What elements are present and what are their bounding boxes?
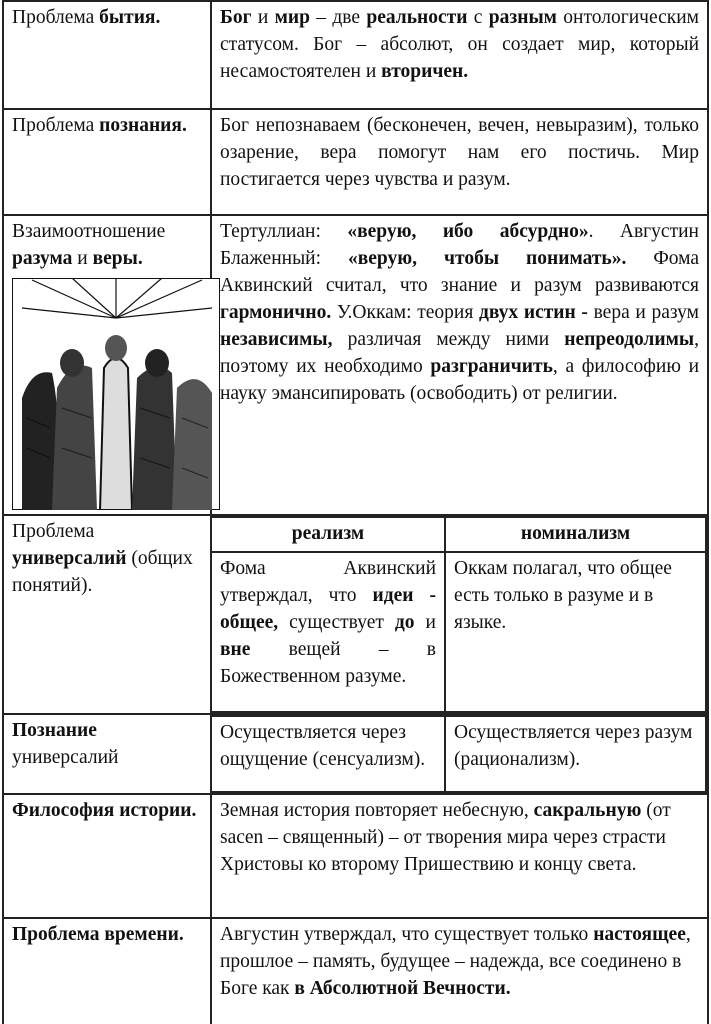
text-run: различая между ними: [332, 329, 565, 350]
text-run: идеи - общее,: [220, 585, 436, 633]
cell-text: [220, 221, 699, 404]
text-run: и: [72, 248, 93, 269]
text-run: универсалий: [12, 548, 127, 569]
text-run: и: [414, 612, 436, 633]
table-row: [3, 714, 708, 794]
row-content: [211, 215, 708, 515]
cell-text: [220, 722, 425, 770]
universals-subtable: [212, 516, 707, 713]
cell-text: [220, 558, 436, 687]
text-run: , прошлое – память, будущее – надежда, все соединено в Боге как: [220, 924, 691, 999]
row-heading: [3, 714, 211, 794]
text-run: Фома Аквинский утверждал, что: [220, 558, 436, 606]
text-run: разным: [488, 7, 557, 28]
table-row: [3, 794, 708, 918]
realism-cognition-cell: [212, 716, 445, 792]
philosophy-table: [2, 0, 709, 1024]
text-run: настоящее: [593, 924, 686, 945]
text-run: Проблема: [12, 115, 100, 136]
text-run: и: [251, 7, 275, 28]
subtable-row: [212, 552, 706, 712]
text-run: Бог: [220, 7, 252, 28]
text-run: Познание: [12, 720, 97, 741]
table-row: [3, 215, 708, 515]
text-run: Тертуллиан:: [220, 221, 348, 242]
text-run: Философия истории.: [12, 800, 197, 821]
text-run: Проблема: [12, 521, 95, 542]
text-run: «верую, чтобы понимать».: [347, 248, 627, 269]
text-run: познания.: [99, 115, 187, 136]
text-run: Осуществляется через разум (рационализм).: [454, 722, 693, 770]
row-heading: [3, 1, 211, 109]
text-run: двух истин -: [478, 302, 588, 323]
cell-text: [12, 221, 165, 269]
row-heading: [3, 109, 211, 215]
text-run: Проблема: [12, 7, 100, 28]
cell-text: [12, 7, 160, 28]
text-run: «верую, ибо абсурдно»: [347, 221, 589, 242]
row-content: [211, 794, 708, 918]
row-heading: [3, 794, 211, 918]
cell-text: [12, 924, 184, 945]
text-run: Оккам полагал, что общее есть только в разуме и в языке.: [454, 558, 672, 633]
text-run: разграничить: [430, 356, 553, 377]
text-run: в Абсолютной Вечности.: [294, 978, 511, 999]
universals-subtable-cell: [211, 515, 708, 714]
text-run: вещей – в Божественном разуме.: [220, 639, 436, 687]
cell-text: [12, 720, 118, 768]
cognition-subtable: [212, 715, 707, 793]
cell-text: [454, 722, 692, 770]
text-run: вера и разум: [587, 302, 699, 323]
text-run: непреодолимы: [564, 329, 695, 350]
realism-cell: [212, 552, 445, 712]
text-run: Взаимоотношение: [12, 221, 166, 242]
text-run: Проблема времени.: [12, 924, 184, 945]
row-heading: [3, 515, 211, 714]
text-run: . Августин Блаженный:: [220, 221, 699, 269]
nominalism-header: номинализм: [445, 517, 706, 552]
text-run: онтологическим статусом. Бог – абсолют, он создает мир, который несамостоятелен и: [220, 7, 699, 82]
text-run: с: [467, 7, 489, 28]
text-run: (от sacen – священный) – от творения мира через страсти Христовы ко второму Пришествию и концу света.: [220, 800, 671, 875]
table-row: [3, 515, 708, 714]
text-run: до: [394, 612, 415, 633]
nominalism-cell: [445, 552, 706, 712]
text-run: Бог непознаваем (бесконечен, вечен, невыразим), только озарение, вера помогут нам его постичь. Мир постигается через чувства и разум.: [220, 115, 699, 190]
row-content: [211, 1, 708, 109]
cell-text: [454, 558, 672, 633]
text-run: Фома Аквинский считал, что знание и разум развиваются: [220, 248, 699, 296]
text-run: реальности: [366, 7, 468, 28]
text-run: мир: [274, 7, 310, 28]
cell-text: [220, 7, 699, 82]
text-run: вторичен.: [381, 61, 469, 82]
table-row: [3, 109, 708, 215]
text-run: Августин утверждал, что существует только: [220, 924, 594, 945]
subtable-header-row: [212, 517, 706, 552]
text-run: веры.: [92, 248, 143, 269]
row-heading: [3, 215, 211, 515]
subtable-row: [212, 716, 706, 792]
cell-text: [12, 115, 187, 136]
text-run: независимы,: [220, 329, 333, 350]
cell-text: [220, 800, 671, 875]
text-run: гармонично.: [220, 302, 332, 323]
cognition-subtable-cell: [211, 714, 708, 794]
text-run: – две: [309, 7, 367, 28]
cell-text: [220, 924, 691, 999]
text-run: существует: [278, 612, 395, 633]
text-run: Земная история повторяет небесную,: [220, 800, 534, 821]
row-content: [211, 918, 708, 1024]
cell-text: [220, 115, 699, 190]
text-run: бытия.: [99, 7, 161, 28]
text-run: вне: [220, 639, 251, 660]
engraving-image: [12, 278, 220, 510]
text-run: сакральную: [533, 800, 642, 821]
row-content: [211, 109, 708, 215]
text-run: , а философию и науку эмансипировать (освободить) от религии.: [220, 356, 699, 404]
text-run: У.Оккам: теория: [331, 302, 479, 323]
text-run: , поэтому их необходимо: [220, 329, 699, 377]
text-run: (общих понятий).: [12, 548, 193, 596]
row-heading: [3, 918, 211, 1024]
table-row: [3, 1, 708, 109]
cell-text: [12, 800, 196, 821]
table-row: [3, 918, 708, 1024]
nominalism-cognition-cell: [445, 716, 706, 792]
text-run: разума: [12, 248, 73, 269]
realism-header: реализм: [212, 517, 445, 552]
text-run: универсалий: [12, 747, 119, 768]
text-run: Осуществляется через ощущение (сенсуализм).: [220, 722, 426, 770]
cell-text: [12, 521, 193, 596]
